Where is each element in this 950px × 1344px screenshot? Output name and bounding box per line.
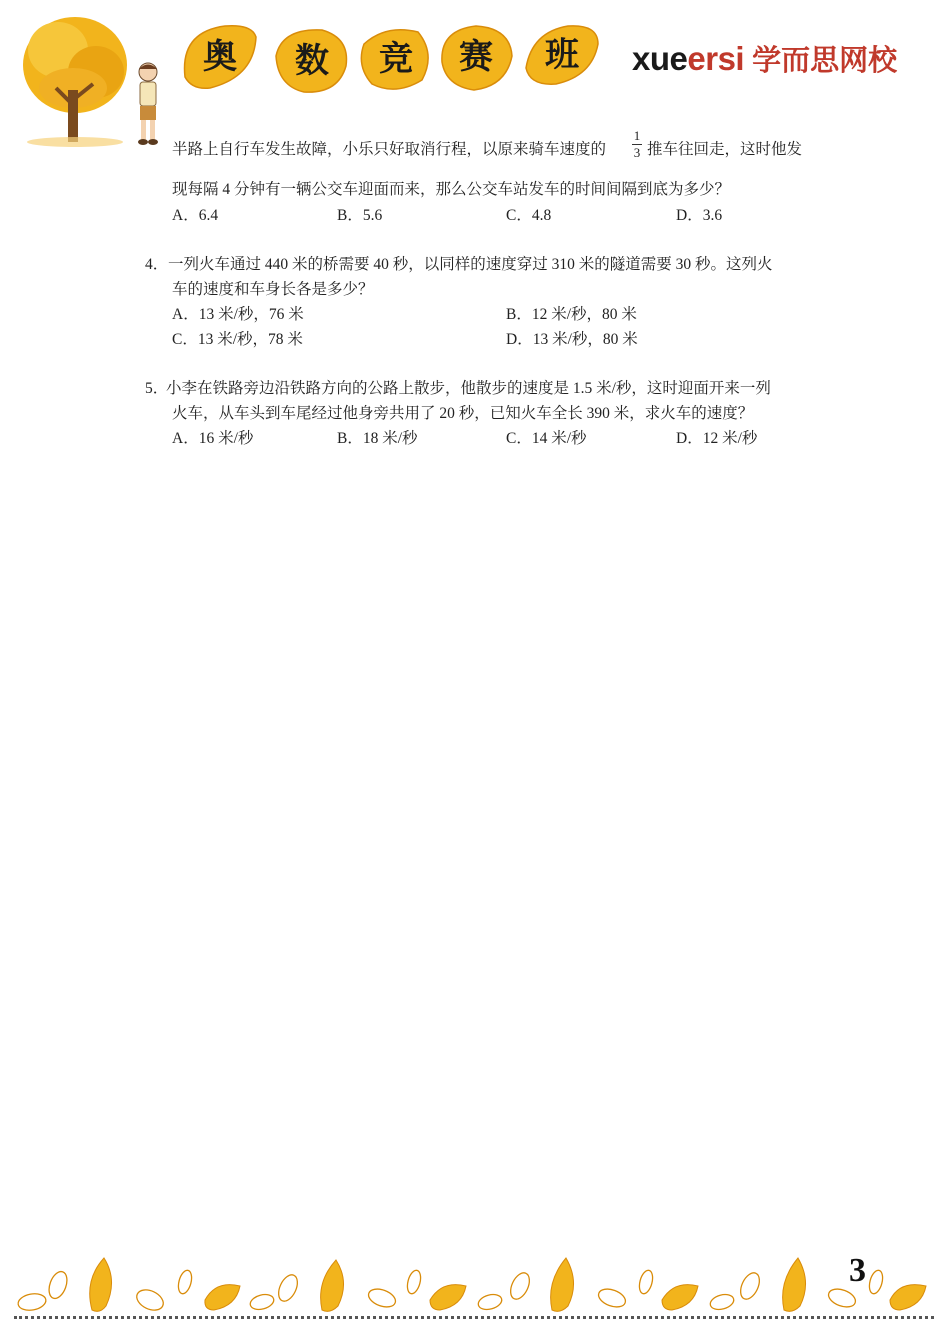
footer-dotted-line	[14, 1316, 934, 1319]
brand-cn: 学而思网校	[752, 43, 898, 77]
question-text-line: 一列火车通过 440 米的桥需要 40 秒，以同样的速度穿过 310 米的隧道需要 30 秒。这列火	[168, 256, 773, 273]
option-b: B．12 米/秒，80 米	[506, 306, 637, 323]
title-char: 竞	[379, 39, 413, 79]
option-b: B．5.6	[337, 207, 383, 224]
title-char: 赛	[459, 37, 493, 77]
option-b: B．18 米/秒	[337, 430, 418, 447]
option-a: A．16 米/秒	[172, 430, 254, 447]
option-c: C．13 米/秒，78 米	[172, 331, 303, 348]
question-text-line: 火车，从车头到车尾经过他身旁共用了 20 秒，已知火车全长 390 米，求火车的速度？	[172, 405, 754, 422]
title-leaf-3	[356, 24, 436, 94]
title-leaf-1	[180, 22, 260, 92]
question-text-line: 小李在铁路旁边沿铁路方向的公路上散步，他散步的速度是 1.5 米/秒，这时迎面开来一列	[166, 380, 771, 397]
option-d: D．3.6	[676, 207, 723, 224]
fraction-numerator: 1	[633, 128, 641, 143]
title-char: 数	[295, 41, 329, 81]
boy-illustration	[128, 60, 168, 150]
option-a: A．6.4	[172, 207, 219, 224]
title-char: 奥	[203, 37, 237, 77]
question-number: 4．	[145, 256, 169, 273]
question-text-line: 半路上自行车发生故障，小乐只好取消行程，以原来骑车速度的	[172, 141, 607, 158]
brand-en-part1: xue	[632, 40, 688, 77]
fraction-one-third	[632, 129, 642, 160]
title-char: 班	[545, 35, 579, 75]
question-text-line: 推车往回走，这时他发	[647, 141, 803, 158]
question-number: 5．	[145, 380, 169, 397]
question-text-line: 车的速度和车身长各是多少？	[172, 281, 374, 298]
xueersi-logo	[632, 38, 897, 82]
question-text-line: 现每隔 4 分钟有一辆公交车迎面而来，那么公交车站发车的时间间隔到底为多少？	[172, 181, 731, 198]
title-leaf-5	[522, 20, 602, 90]
leaf-border-footer	[0, 1240, 950, 1344]
title-leaf-2	[272, 26, 352, 96]
option-c: C．4.8	[506, 207, 552, 224]
autumn-tree-illustration	[18, 10, 133, 150]
page-number: 3	[849, 1252, 866, 1289]
fraction-denominator: 3	[633, 145, 641, 160]
option-d: D．13 米/秒，80 米	[506, 331, 638, 348]
option-d: D．12 米/秒	[676, 430, 758, 447]
page-header	[0, 0, 950, 150]
option-c: C．14 米/秒	[506, 430, 587, 447]
brand-en-part2: ersi	[687, 40, 745, 77]
title-leaf-4	[436, 22, 516, 92]
option-a: A．13 米/秒，76 米	[172, 306, 304, 323]
